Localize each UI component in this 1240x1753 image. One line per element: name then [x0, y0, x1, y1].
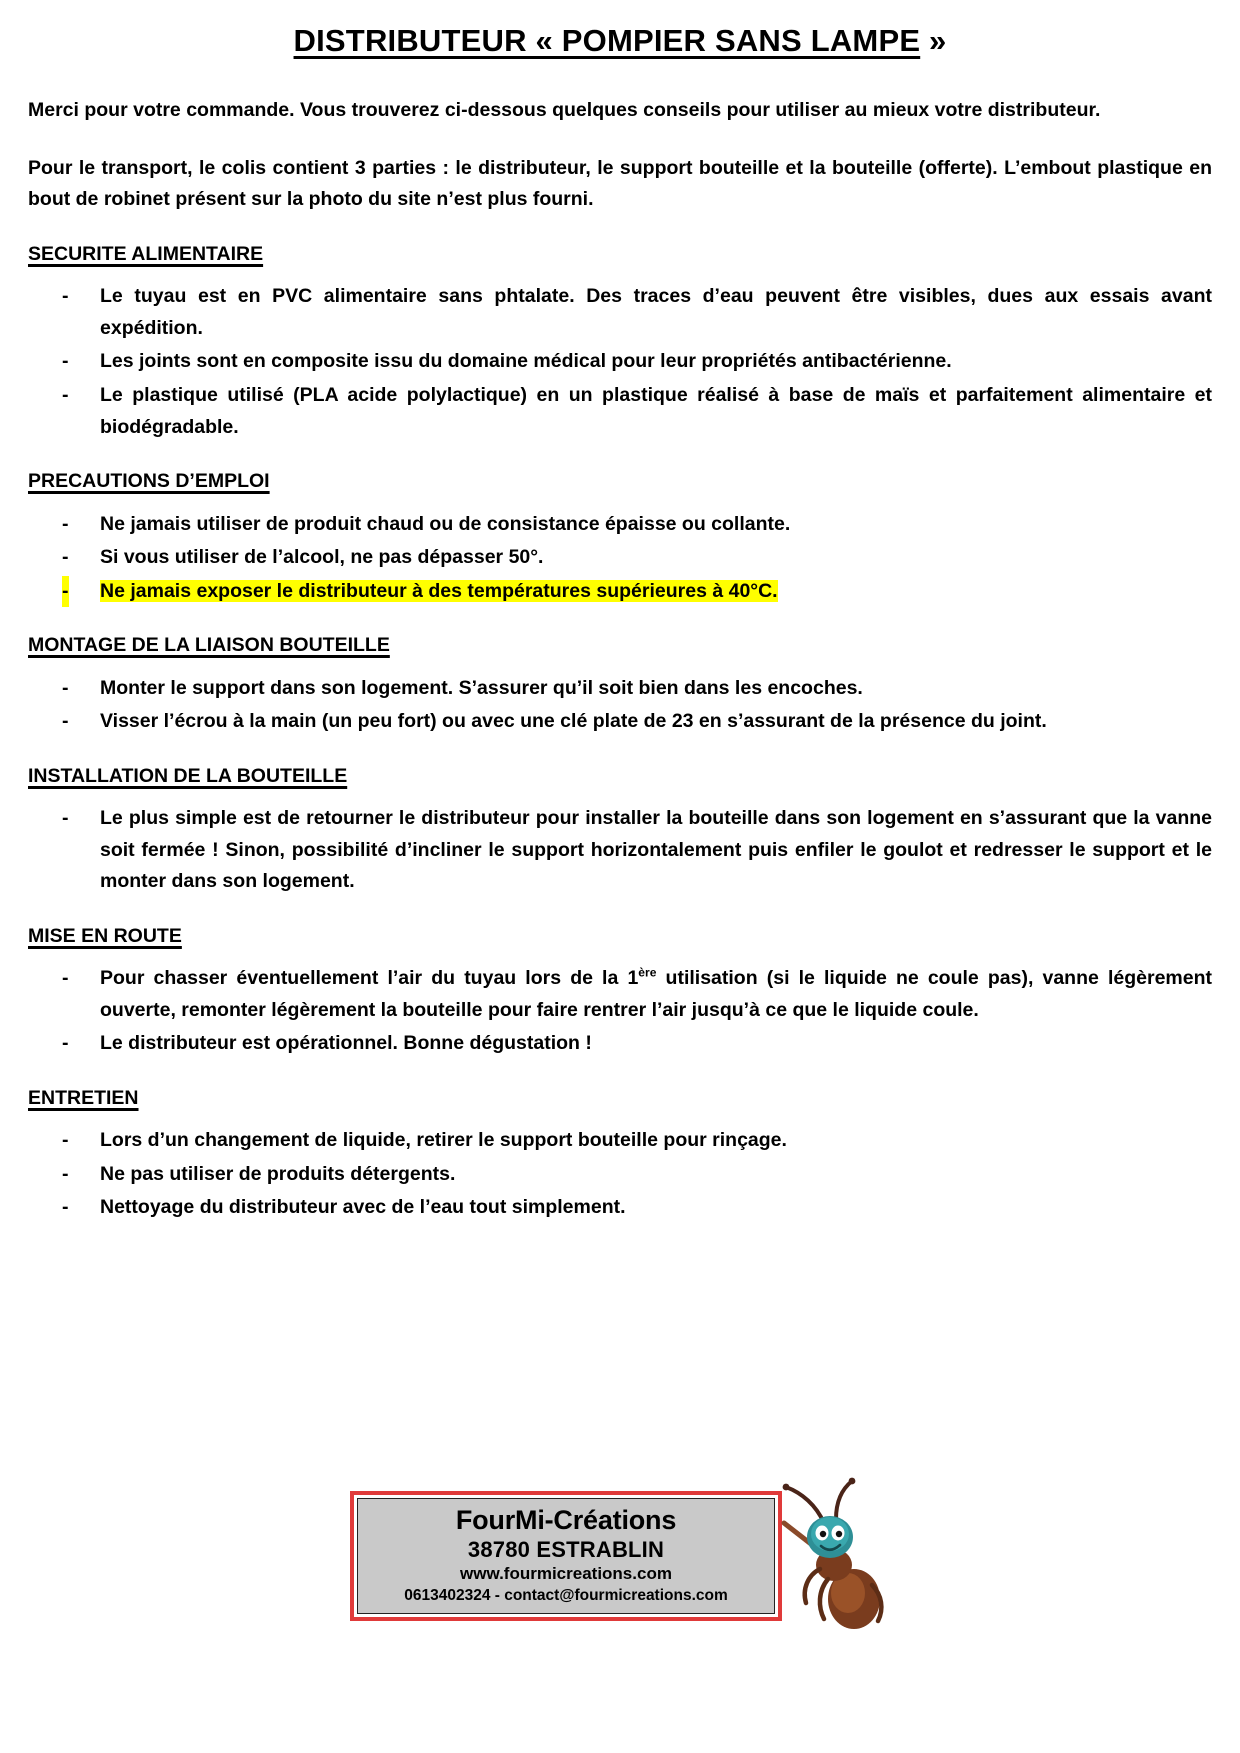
section-heading-securite-alimentaire: [28, 242, 1212, 267]
list-item: [28, 673, 1212, 705]
list-item-text: Visser l’écrou à la main (un peu fort) ou avec une clé plate de 23 en s’assurant de la présence du joint.: [100, 710, 1047, 733]
bullet-marker: -: [62, 1162, 69, 1185]
bullet-marker: -: [62, 676, 69, 699]
list-item: [28, 1125, 1212, 1157]
company-logo-panel: [357, 1498, 775, 1614]
ant-mascot-icon: [780, 1477, 900, 1635]
section-heading-label: PRECAUTIONS D’EMPLOI: [28, 470, 270, 493]
bullet-marker: -: [62, 807, 69, 830]
bullet-marker: -: [62, 1032, 69, 1055]
company-logo-box: [350, 1491, 782, 1621]
bullet-list-montage-liaison-bouteille: [28, 673, 1212, 738]
footer-inner: [340, 1477, 900, 1637]
list-item: [28, 803, 1212, 898]
bullet-list-entretien: [28, 1125, 1212, 1224]
section-heading-label: INSTALLATION DE LA BOUTEILLE: [28, 764, 348, 787]
bullet-marker: -: [62, 576, 69, 608]
list-item: [28, 1159, 1212, 1191]
company-city: 38780 ESTRABLIN: [467, 1536, 665, 1562]
page-footer: [0, 1477, 1240, 1637]
section-heading-mise-en-route: [28, 924, 1212, 949]
bullet-list-securite-alimentaire: [28, 281, 1212, 443]
company-name: FourMi-Créations: [455, 1505, 677, 1536]
list-item: [28, 281, 1212, 344]
company-website: www.fourmicreations.com: [460, 1564, 672, 1584]
list-item-text: Les joints sont en composite issu du domaine médical pour leur propriétés antibactérienne.: [100, 350, 952, 373]
list-item: [28, 380, 1212, 443]
list-item-text: Si vous utiliser de l’alcool, ne pas dépasser 50°.: [100, 546, 544, 569]
list-item: [28, 346, 1212, 378]
page-title-closing-quote: »: [920, 23, 947, 58]
bullet-list-installation-bouteille: [28, 803, 1212, 898]
bullet-marker: -: [62, 512, 69, 535]
section-heading-entretien: [28, 1086, 1212, 1111]
section-heading-label: SECURITE ALIMENTAIRE: [28, 242, 264, 265]
list-item-text: Le distributeur est opérationnel. Bonne dégustation !: [100, 1032, 592, 1055]
bullet-marker: -: [62, 710, 69, 733]
intro-paragraph-2: Pour le transport, le colis contient 3 parties : le distributeur, le support bouteille et la bouteille (offerte). L’embout plastique en bout de robinet présent sur la photo du site n’est plus fourni.: [28, 156, 1212, 211]
list-item-text-suffix: utilisation (si le liquide ne coule pas), vanne légèrement ouverte, remonter légèrement la bouteille pour faire rentrer l’air jusqu’à ce que le liquide coule.: [100, 967, 1213, 1021]
list-item-text: Le tuyau est en PVC alimentaire sans phtalate. Des traces d’eau peuvent être visibles, dues aux essais avant expédition.: [100, 285, 1212, 339]
bullet-marker: -: [62, 350, 69, 373]
section-heading-montage-liaison-bouteille: [28, 633, 1212, 658]
section-heading-label: ENTRETIEN: [28, 1086, 139, 1109]
page-title-text: DISTRIBUTEUR « POMPIER SANS LAMPE: [293, 23, 921, 58]
bullet-marker: -: [62, 1196, 69, 1219]
list-item-text: Ne jamais utiliser de produit chaud ou de consistance épaisse ou collante.: [100, 512, 791, 535]
bullet-marker: -: [62, 546, 69, 569]
bullet-marker: -: [62, 285, 69, 308]
intro-paragraph-1: Merci pour votre commande. Vous trouverez ci-dessous quelques conseils pour utiliser au mieux votre distributeur.: [28, 99, 1101, 122]
page-title: [28, 22, 1212, 59]
bullet-list-precautions-emploi: [28, 509, 1212, 608]
list-item: [28, 1192, 1212, 1224]
company-contact: 0613402324 - contact@fourmicreations.com: [404, 1586, 728, 1604]
list-item-highlighted: [28, 576, 1212, 608]
list-item: [28, 706, 1212, 738]
list-item: [28, 963, 1212, 1026]
section-heading-label: MONTAGE DE LA LIAISON BOUTEILLE: [28, 634, 390, 657]
list-item-text: Ne jamais exposer le distributeur à des températures supérieures à 40°C.: [100, 579, 778, 602]
list-item: [28, 509, 1212, 541]
ordinal-superscript: ère: [638, 965, 657, 980]
bullet-marker: -: [62, 1129, 69, 1152]
bullet-list-mise-en-route: [28, 963, 1212, 1060]
list-item-text: Nettoyage du distributeur avec de l’eau tout simplement.: [100, 1196, 626, 1219]
bullet-marker: -: [62, 384, 69, 406]
list-item-text: Lors d’un changement de liquide, retirer le support bouteille pour rinçage.: [100, 1129, 787, 1152]
section-heading-precautions-emploi: [28, 469, 1212, 494]
list-item-text: Le plus simple est de retourner le distributeur pour installer la bouteille dans son logement en s’assurant que la vanne soit fermée ! Sinon, possibilité d’incliner le support horizontalement puis enfiler le goulot et redresser le support et le monter dans son logement.: [100, 807, 1212, 893]
list-item: [28, 542, 1212, 574]
list-item-text: Ne pas utiliser de produits détergents.: [100, 1162, 456, 1185]
section-heading-installation-bouteille: [28, 764, 1212, 789]
list-item-text: Le plastique utilisé (PLA acide polylactique) en un plastique réalisé à base de maïs et parfaitement alimentaire et biodégradable.: [100, 384, 1212, 438]
list-item-text: Monter le support dans son logement. S’assurer qu’il soit bien dans les encoches.: [100, 676, 863, 699]
list-item-text-prefix: Pour chasser éventuellement l’air du tuyau lors de la 1: [100, 967, 639, 990]
bullet-marker: -: [62, 967, 69, 990]
section-heading-label: MISE EN ROUTE: [28, 924, 182, 947]
list-item: [28, 1028, 1212, 1060]
